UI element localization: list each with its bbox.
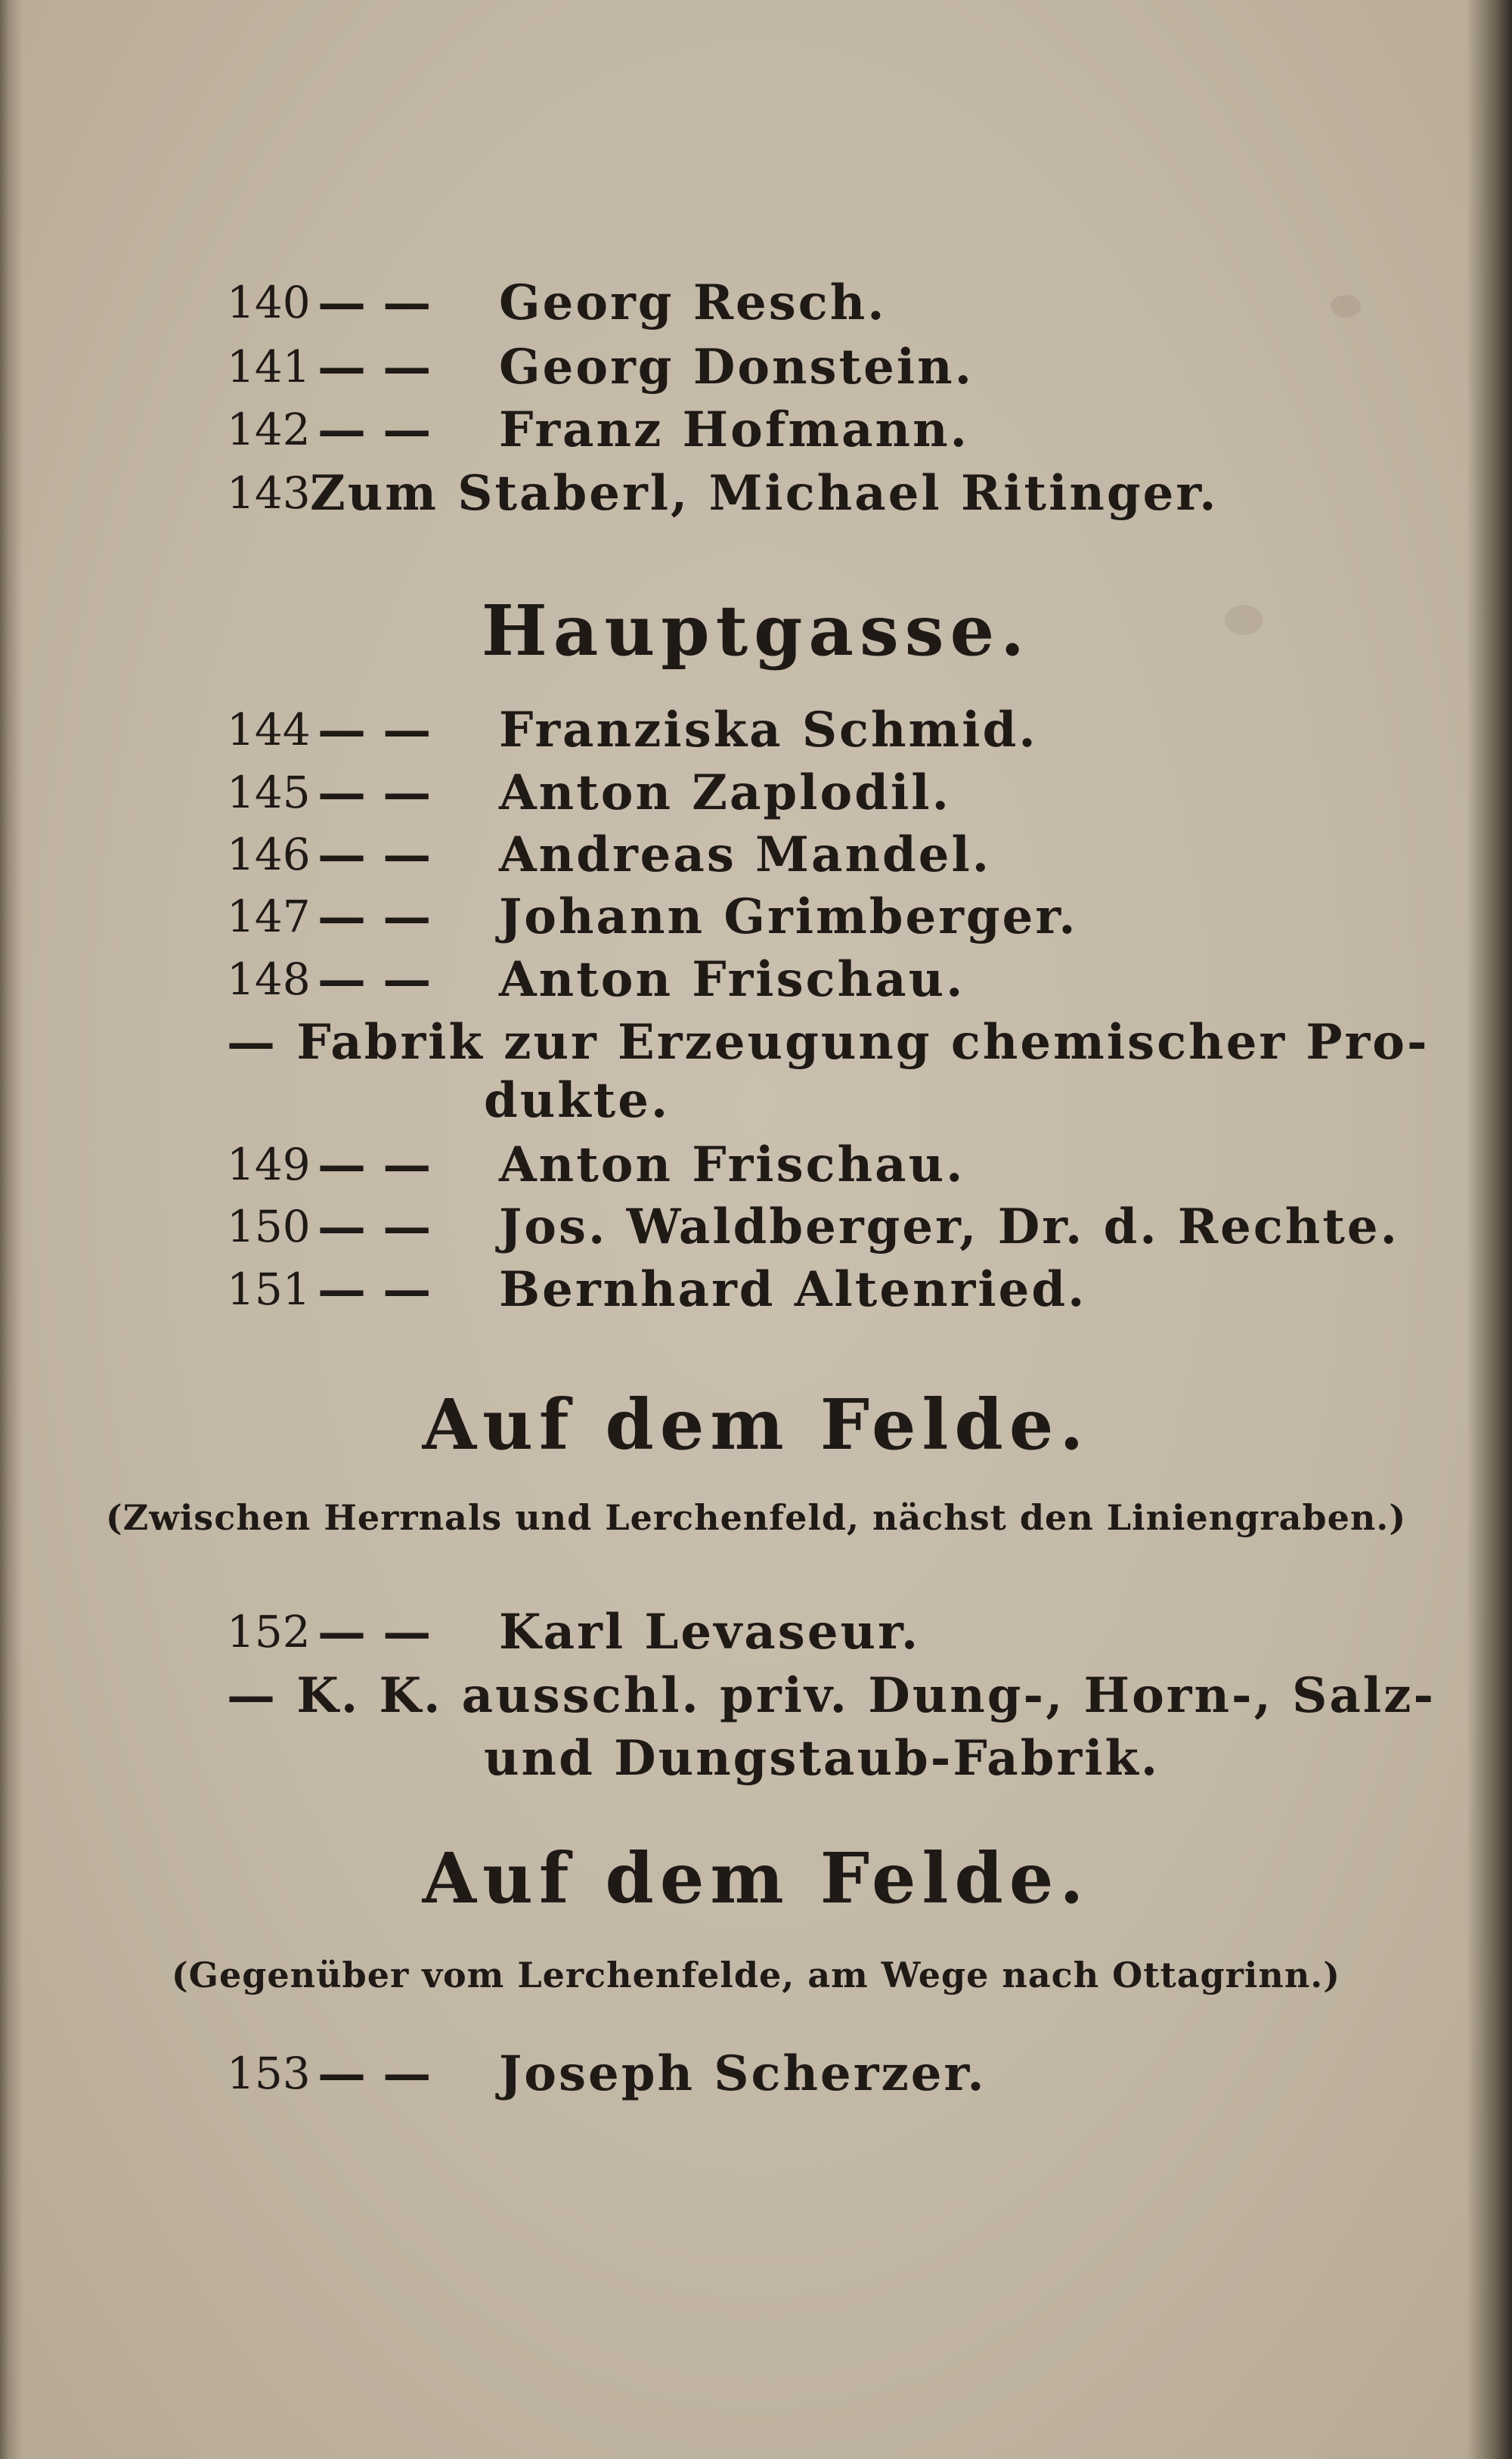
entry-number: 149 xyxy=(227,1139,311,1190)
list-item xyxy=(227,2043,987,2104)
entry-name: Franziska Schmid. xyxy=(499,701,1038,758)
list-item xyxy=(227,1665,1436,1726)
entry-number: 153 xyxy=(227,2048,311,2099)
entry-dash: — — xyxy=(318,274,432,331)
list-item xyxy=(227,399,969,460)
entry-name: Karl Levaseur. xyxy=(499,1603,921,1661)
section-heading: Hauptgasse. xyxy=(481,590,1031,671)
entry-name: Georg Resch. xyxy=(499,274,887,331)
entry-number: 146 xyxy=(227,829,311,880)
entry-name: Johann Grimberger. xyxy=(499,888,1078,945)
section-subheading: (Gegenüber vom Lerchenfelde, am Wege nach Ottagrinn.) xyxy=(171,1955,1341,1995)
entry-number: 144 xyxy=(227,704,311,755)
section-subheading: (Zwischen Herrnals und Lerchenfeld, nächst den Liniengraben.) xyxy=(105,1497,1407,1538)
kk-fabrik-text-continued: und Dungstaub-Fabrik. xyxy=(484,1729,1160,1787)
entry-name: Anton Frischau. xyxy=(499,950,965,1008)
list-item xyxy=(227,824,991,885)
entry-dash: — — xyxy=(318,826,432,883)
entry-dash: — — xyxy=(318,1603,432,1661)
entry-dash: — — xyxy=(318,2045,432,2102)
entry-name: Bernhard Altenried. xyxy=(499,1261,1087,1318)
fabrik-text: — Fabrik zur Erzeugung chemischer Pro- xyxy=(227,1013,1430,1071)
list-item xyxy=(227,1602,920,1662)
page-left-edge xyxy=(0,0,23,2459)
list-item xyxy=(227,463,1219,523)
page-right-edge xyxy=(1467,0,1512,2459)
kk-fabrik-text: — K. K. ausschl. priv. Dung-, Horn-, Salz- xyxy=(227,1667,1436,1724)
list-item xyxy=(227,886,1078,947)
paper-stain xyxy=(1331,295,1361,318)
entry-name: Anton Frischau. xyxy=(499,1136,965,1193)
entry-dash: — — xyxy=(318,1261,432,1318)
entry-number: 142 xyxy=(227,404,311,455)
entry-name: Georg Donstein. xyxy=(499,338,974,395)
list-item xyxy=(227,699,1038,760)
entry-name: Zum Staberl, Michael Ritinger. xyxy=(310,464,1219,522)
entry-number: 147 xyxy=(227,891,311,942)
list-item xyxy=(227,1196,1399,1257)
entry-number: 148 xyxy=(227,954,311,1005)
section-heading: Auf dem Felde. xyxy=(422,1837,1090,1919)
entry-name: Joseph Scherzer. xyxy=(499,2045,987,2102)
entry-dash: — — xyxy=(318,338,432,395)
list-item-continuation xyxy=(484,1070,670,1130)
entry-dash: — — xyxy=(318,1198,432,1255)
list-item-continuation xyxy=(484,1728,1160,1788)
list-item xyxy=(227,1134,965,1195)
entry-dash: — — xyxy=(318,1136,432,1193)
list-item xyxy=(227,949,965,1009)
list-item xyxy=(227,1012,1430,1072)
entry-number: 140 xyxy=(227,277,311,328)
entry-dash: — — xyxy=(318,764,432,821)
list-item xyxy=(227,1259,1086,1319)
entry-number: 152 xyxy=(227,1606,311,1657)
entry-number: 143 xyxy=(227,467,311,519)
entry-dash: — — xyxy=(318,888,432,945)
entry-dash: — — xyxy=(318,701,432,758)
entry-name: Franz Hofmann. xyxy=(499,401,969,458)
entry-dash: — — xyxy=(318,401,432,458)
fabrik-text-continued: dukte. xyxy=(484,1071,671,1129)
entry-number: 151 xyxy=(227,1264,311,1315)
entry-number: 145 xyxy=(227,767,311,818)
section-heading: Auf dem Felde. xyxy=(422,1384,1090,1465)
entry-number: 141 xyxy=(227,341,311,392)
list-item xyxy=(227,762,951,823)
entry-name: Jos. Waldberger, Dr. d. Rechte. xyxy=(499,1198,1399,1255)
entry-name: Andreas Mandel. xyxy=(499,826,992,883)
entry-number: 150 xyxy=(227,1201,311,1252)
list-item xyxy=(227,272,887,333)
entry-dash: — — xyxy=(318,950,432,1008)
list-item xyxy=(227,336,974,397)
entry-name: Anton Zaplodil. xyxy=(499,764,951,821)
